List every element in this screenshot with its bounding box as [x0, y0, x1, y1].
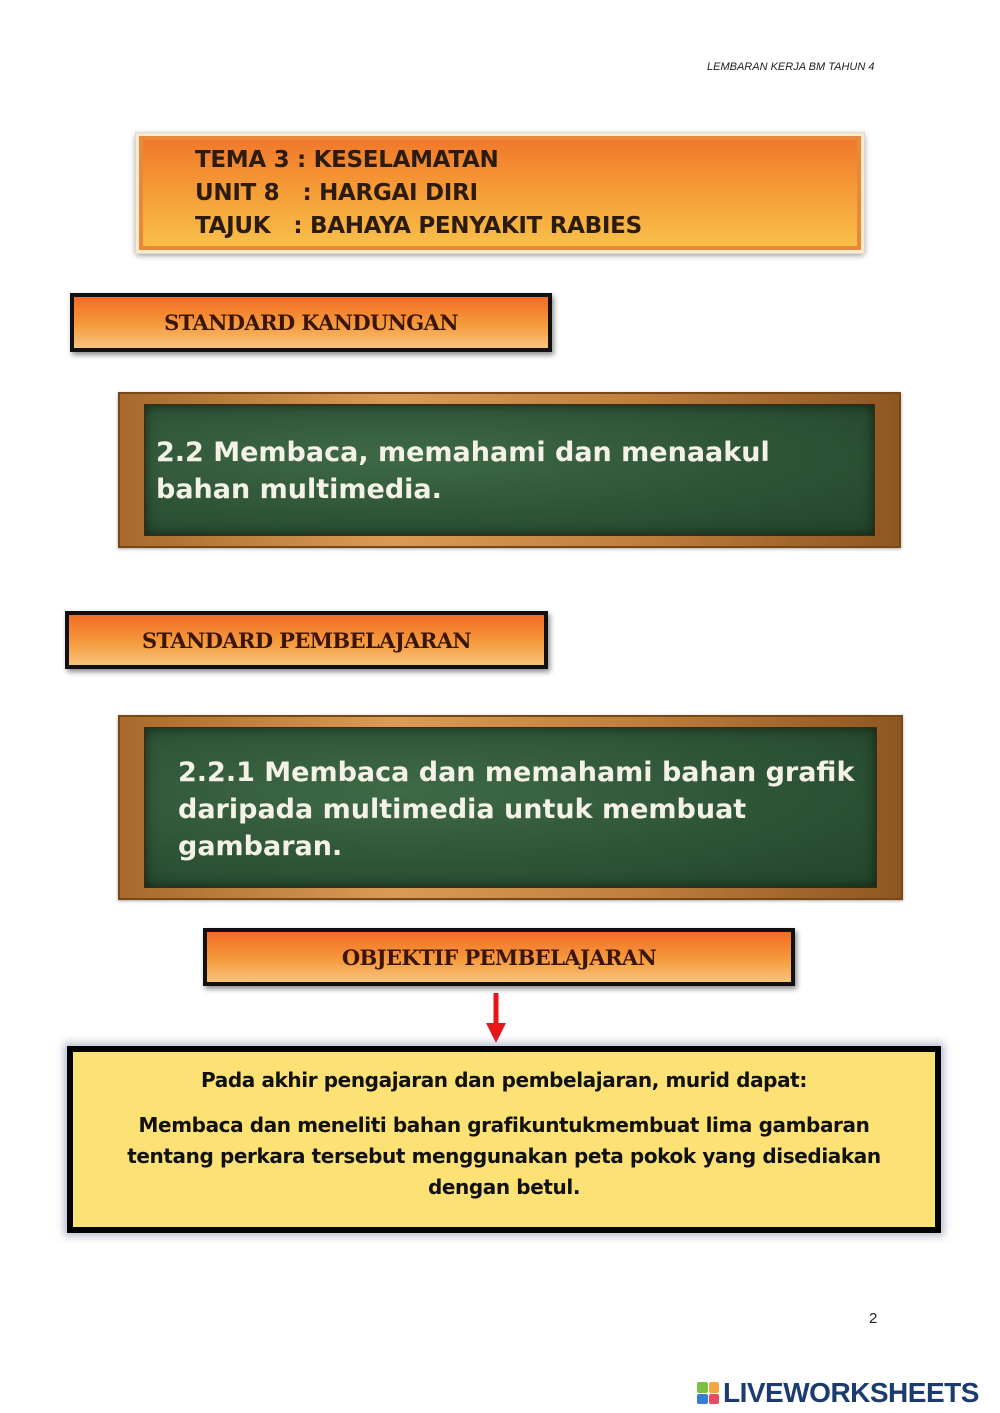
brand-name: LIVEWORKSHEETS [723, 1377, 979, 1408]
standard-kandungan-label-text: STANDARD KANDUNGAN [164, 310, 458, 335]
standard-kandungan-label [70, 293, 552, 352]
standard-kandungan-text [156, 434, 883, 508]
worksheet-header-note: LEMBARAN KERJA BM TAHUN 4 [707, 61, 875, 73]
standard-pembelajaran-line: 2.2.1 Membaca dan memahami bahan grafik [178, 757, 855, 788]
objektif-label-text: OBJEKTIF PEMBELAJARAN [341, 944, 657, 970]
liveworksheets-logo-icon [697, 1382, 719, 1404]
theme-title: TEMA 3 : KESELAMATAN [195, 147, 499, 173]
objective-line: Membaca dan meneliti bahan grafikuntukmembuat lima gambaran [138, 1113, 870, 1137]
standard-pembelajaran-label [65, 611, 548, 669]
standard-pembelajaran-text [178, 754, 885, 865]
standard-pembelajaran-line: daripada multimedia untuk membuat [178, 794, 747, 825]
page-number: 2 [869, 1310, 878, 1327]
objective-box [67, 1046, 941, 1233]
title-box [136, 133, 864, 253]
arrow-down-icon [486, 993, 506, 1043]
standard-pembelajaran-board [118, 715, 903, 900]
standard-kandungan-line: bahan multimedia. [156, 474, 442, 505]
objective-intro: Pada akhir pengajaran dan pembelajaran, murid dapat: [201, 1068, 807, 1092]
liveworksheets-brand [697, 1376, 979, 1410]
standard-pembelajaran-line: gambaran. [178, 831, 343, 862]
unit-title: UNIT 8 : HARGAI DIRI [195, 180, 478, 206]
standard-pembelajaran-label-text: STANDARD PEMBELAJARAN [141, 627, 472, 653]
objektif-label [203, 928, 795, 986]
standard-kandungan-board [118, 392, 901, 548]
objective-line: dengan betul. [427, 1175, 581, 1199]
standard-kandungan-line: 2.2 Membaca, memahami dan menaakul [156, 437, 770, 468]
topic-title: TAJUK : BAHAYA PENYAKIT RABIES [195, 213, 642, 239]
objective-body [103, 1110, 905, 1203]
objective-line: tentang perkara tersebut menggunakan peta pokok yang disediakan [127, 1144, 881, 1168]
